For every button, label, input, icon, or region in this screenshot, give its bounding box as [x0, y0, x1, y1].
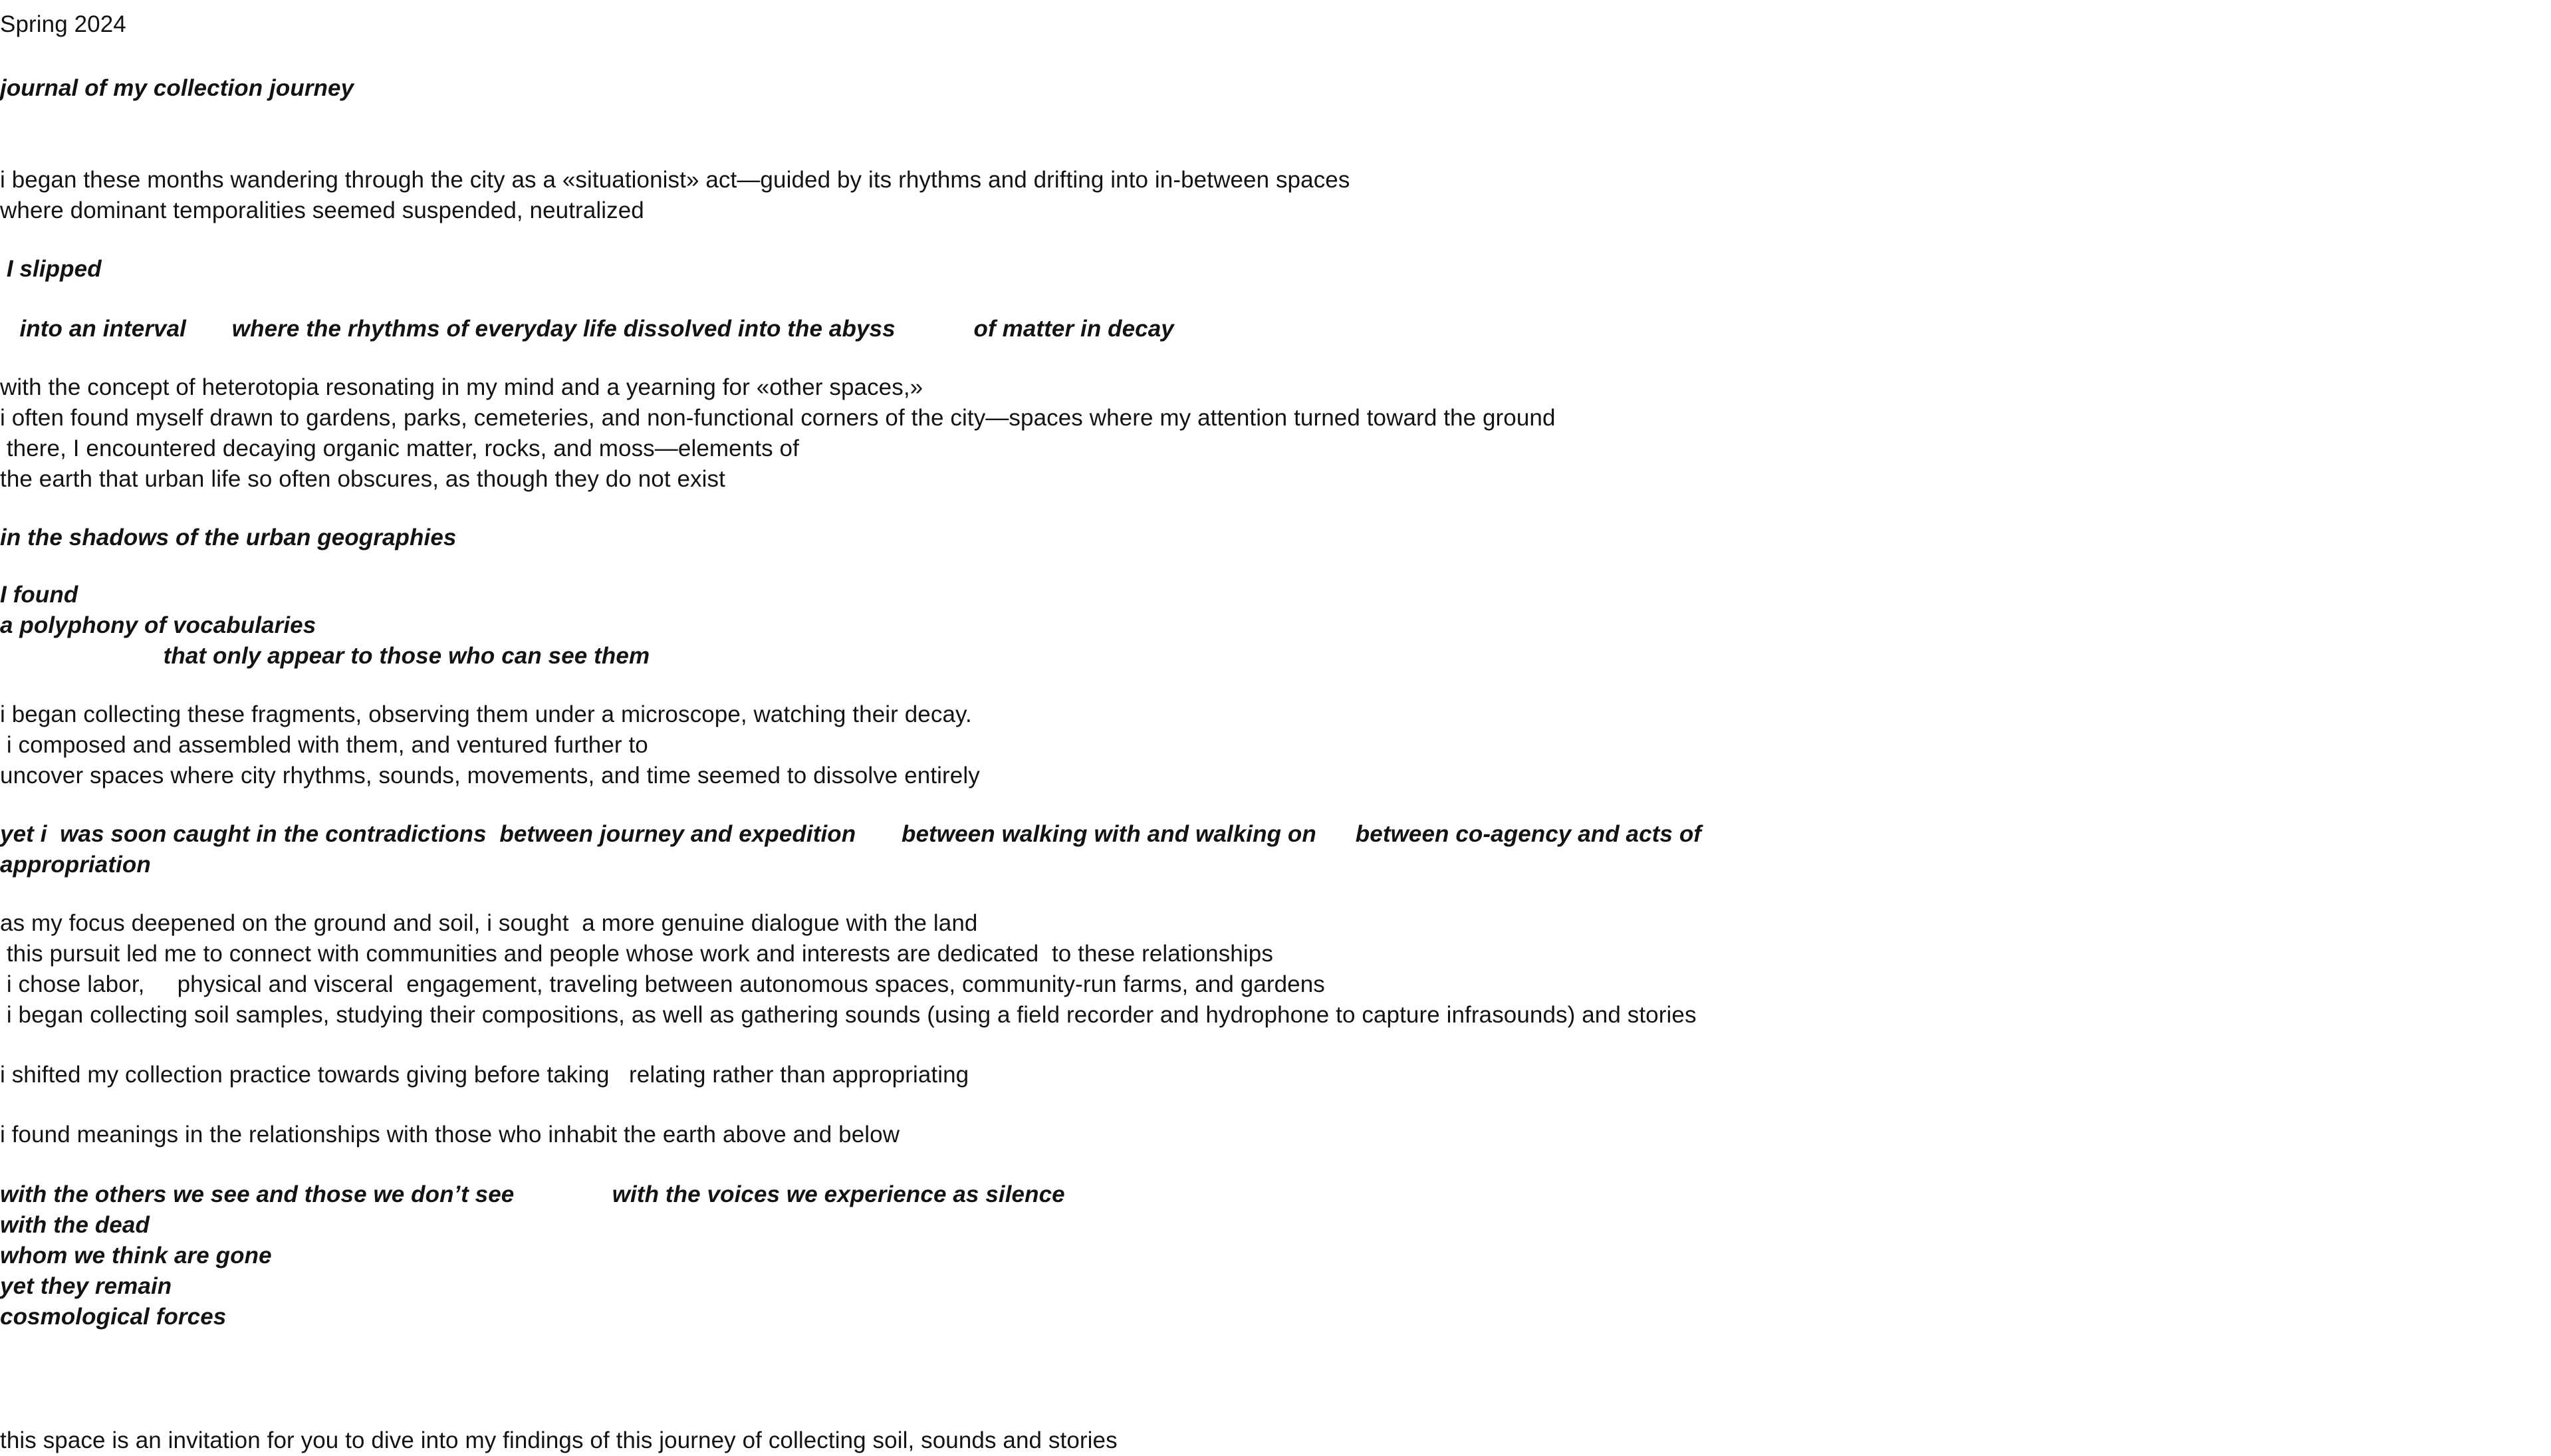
- paragraph-invitation: [0, 1425, 2551, 1456]
- paragraph-line: uncover spaces where city rhythms, sounds, movements, and time seemed to dissolve entirely: [0, 763, 980, 789]
- paragraph-line: as my focus deepened on the ground and soil, i sought a more genuine dialogue with the land: [0, 910, 978, 936]
- subtitle-text: journal of my collection journey: [0, 75, 354, 101]
- verse-line: I slipped: [0, 256, 102, 282]
- paragraph-line: i began these months wandering through the city as a «situationist» act—guided by its rhythms and drifting into in-between spaces: [0, 167, 1350, 193]
- paragraph-line: i shifted my collection practice towards giving before taking relating rather than appropriating: [0, 1062, 969, 1088]
- paragraph-line: with the concept of heterotopia resonating in my mind and a yearning for «other spaces,»: [0, 374, 923, 400]
- paragraph-line: where dominant temporalities seemed suspended, neutralized: [0, 197, 644, 223]
- paragraph-meanings: [0, 1120, 2551, 1150]
- verse-line: cosmological forces: [0, 1304, 227, 1330]
- verse-line: in the shadows of the urban geographies: [0, 525, 457, 550]
- verse-others: [0, 1179, 2551, 1332]
- document-subtitle: [0, 73, 2551, 104]
- verse-line: yet they remain: [0, 1273, 172, 1299]
- verse-line: that only appear to those who can see them: [0, 643, 650, 669]
- verse-slipped: [0, 254, 2551, 285]
- paragraph-line: the earth that urban life so often obscures, as though they do not exist: [0, 466, 725, 492]
- paragraph-line: i chose labor, physical and visceral engagement, traveling between autonomous spaces, community-run farms, and gardens: [0, 971, 1325, 997]
- paragraph-line: this pursuit led me to connect with communities and people whose work and interests are dedicated to these relationships: [0, 941, 1273, 967]
- paragraph-line: i composed and assembled with them, and ventured further to: [0, 732, 648, 758]
- verse-line: with the others we see and those we don’t see with the voices we experience as silence: [0, 1181, 1065, 1207]
- paragraph-line: i found meanings in the relationships with those who inhabit the earth above and below: [0, 1122, 900, 1148]
- verse-shadows: [0, 523, 2551, 553]
- paragraph-line: there, I encountered decaying organic matter, rocks, and moss—elements of: [0, 435, 799, 461]
- paragraph-line: i often found myself drawn to gardens, parks, cemeteries, and non-functional corners of the city—spaces where my attention turned toward the ground: [0, 405, 1556, 431]
- paragraph-heterotopia: [0, 372, 2551, 495]
- paragraph-line: i began collecting these fragments, observing them under a microscope, watching their decay.: [0, 701, 972, 727]
- verse-line: a polyphony of vocabularies: [0, 612, 316, 638]
- paragraph-line: this space is an invitation for you to dive into my findings of this journey of collecting soil, sounds and stories: [0, 1427, 1118, 1453]
- date-text: Spring 2024: [0, 11, 126, 37]
- verse-line: yet i was soon caught in the contradictions between journey and expedition between walking with and walking on between co-agency and acts of: [0, 821, 1702, 847]
- document-date: [0, 9, 2551, 40]
- verse-found: [0, 580, 2551, 671]
- paragraph-line: i began collecting soil samples, studying their compositions, as well as gathering sounds (using a field recorder and hydrophone to capture infrasounds) and stories: [0, 1002, 1697, 1028]
- verse-line: with the dead: [0, 1212, 150, 1238]
- verse-interval: [0, 314, 2551, 344]
- verse-line: into an interval where the rhythms of everyday life dissolved into the abyss of matter in decay: [0, 316, 1174, 342]
- paragraph-shift: [0, 1060, 2551, 1090]
- verse-line: whom we think are gone: [0, 1243, 272, 1269]
- paragraph-focus: [0, 908, 2551, 1031]
- verse-contradictions: [0, 819, 2551, 880]
- verse-line: I found: [0, 582, 78, 608]
- paragraph-opening: [0, 165, 2551, 226]
- paragraph-collecting: [0, 699, 2551, 791]
- verse-line: appropriation: [0, 852, 151, 878]
